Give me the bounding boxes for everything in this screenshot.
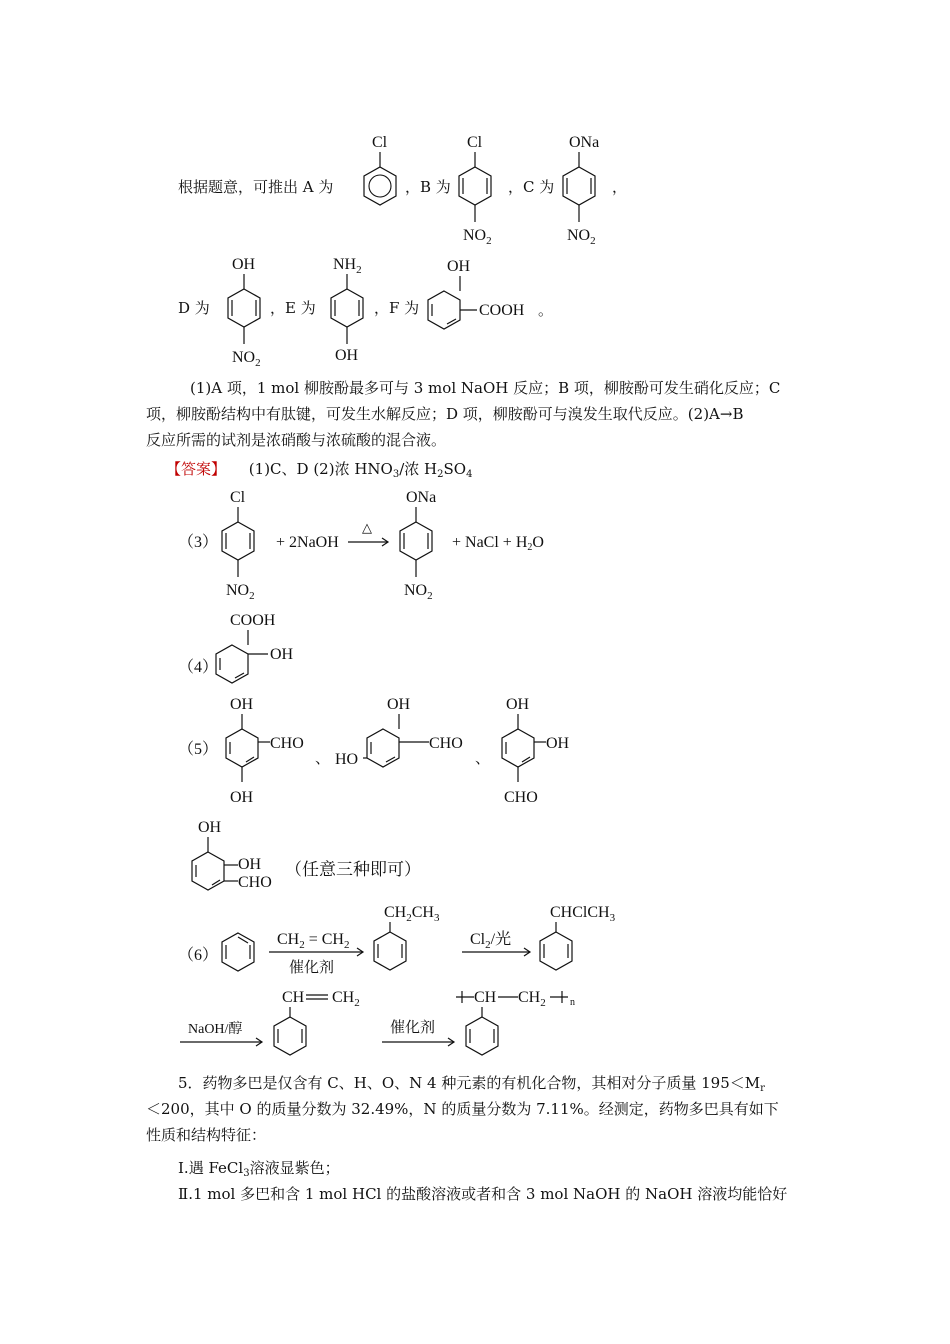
svg-text:COOH: COOH xyxy=(230,612,276,629)
svg-text:Cl2/光: $Cl_2/$光 xyxy=(470,931,512,951)
svg-text:CH2 = CH2: $CH_2 = CH_2$ xyxy=(277,931,350,951)
q6-benzene xyxy=(218,932,258,972)
q3-heat-arrow xyxy=(346,520,391,550)
q3-products: + NaCl + H2O xyxy=(452,534,544,553)
svg-text:OH: OH xyxy=(387,696,411,713)
svg-text:CHO: CHO xyxy=(238,874,272,891)
answer-part1: (1)C、D (2)浓 HNO xyxy=(248,460,393,478)
f-label: ，F 为 xyxy=(374,299,420,317)
q6-polystyrene xyxy=(452,985,592,1060)
cl-label: Cl xyxy=(372,134,388,151)
svg-text:ONa: ONa xyxy=(406,489,437,506)
svg-text:CH2: $CH_2$ xyxy=(332,989,360,1009)
svg-text:CHO: CHO xyxy=(270,735,304,752)
svg-text:CHClCH3: CHClCH$_3$ xyxy=(550,904,616,924)
svg-text:△: △ xyxy=(362,520,372,535)
q6-number: （6） xyxy=(178,947,219,964)
svg-text:CH2: $CH_2$ xyxy=(518,989,546,1009)
svg-text:NO2: $NO_2$ xyxy=(232,349,261,369)
svg-text:NH2: $NH_2$ xyxy=(333,256,362,276)
svg-text:催化剂: 催化剂 xyxy=(289,960,335,976)
structure-f-salicylic-acid xyxy=(425,254,545,334)
b-label: ，B 为 xyxy=(405,178,451,196)
q6-arrow-3 xyxy=(178,1020,268,1050)
oh-label: OH xyxy=(335,347,359,364)
explanation-line2: 项，柳胺酚结构中有肽键，可发生水解反应；D 项，柳胺酚可与溴发生取代反应。(2)A→B xyxy=(146,405,744,423)
q6-styrene xyxy=(268,985,378,1060)
q5-isomer-1 xyxy=(210,692,320,807)
q5-isomer-4 xyxy=(180,815,290,895)
svg-text:NO2: $NO_2$ xyxy=(567,227,596,247)
problem5-line2: ＜200，其中 O 的质量分数为 32.49%，N 的质量分数为 7.11%。经测定，药物多巴具有如下 xyxy=(146,1100,779,1118)
q5-number: （5） xyxy=(178,741,219,758)
q6-chloroethylbenzene xyxy=(536,900,636,975)
svg-text:NaOH/醇: NaOH/醇 xyxy=(188,1022,243,1037)
svg-text:n: n xyxy=(570,997,575,1008)
q5-isomer-2 xyxy=(335,692,475,777)
svg-text:催化剂: 催化剂 xyxy=(390,1020,436,1036)
q3-reactant-structure xyxy=(208,485,278,600)
svg-text:CH: CH xyxy=(282,989,305,1006)
q3-product-structure xyxy=(388,485,458,600)
deduction-intro: 根据题意，可推出 A 为 xyxy=(178,178,334,196)
q5-sep2: 、 xyxy=(475,749,491,767)
svg-text:OH: OH xyxy=(230,789,254,806)
oh-label: OH xyxy=(232,256,256,273)
svg-text:Cl: Cl xyxy=(230,489,246,506)
q6-arrow-1 xyxy=(267,928,367,978)
cl-label: Cl xyxy=(467,134,483,151)
q6-ethylbenzene xyxy=(370,900,460,975)
q5-note: （任意三种即可） xyxy=(285,860,421,880)
problem5-line1: 5．药物多巴是仅含有 C、H、O、N 4 种元素的有机化合物，其相对分子质量 $195<M_r$ xyxy=(178,1074,765,1094)
svg-text:OH: OH xyxy=(270,646,294,663)
q6-arrow-4 xyxy=(380,1018,460,1048)
q6-arrow-2 xyxy=(460,928,535,963)
svg-text:CHO: CHO xyxy=(429,735,463,752)
svg-text:CHO: CHO xyxy=(504,789,538,806)
structure-a-chlorobenzene xyxy=(355,130,415,220)
q3-number: （3） xyxy=(178,534,219,551)
oh-label: OH xyxy=(447,258,471,275)
ona-label: ONa xyxy=(569,134,600,151)
q5-isomer-3 xyxy=(490,692,590,807)
svg-text:CH: CH xyxy=(474,989,497,1006)
e-label: ，E 为 xyxy=(270,299,316,317)
comma: ， xyxy=(612,178,628,196)
problem5-item-ii: Ⅱ.1 mol 多巴和含 1 mol HCl 的盐酸溶液或者和含 3 mol NaOH 的 NaOH 溶液均能恰好 xyxy=(178,1185,788,1203)
svg-text:OH: OH xyxy=(198,819,222,836)
q4-number: （4） xyxy=(178,659,219,676)
svg-text:OH: OH xyxy=(238,856,262,873)
c-label: ，C 为 xyxy=(508,178,555,196)
svg-text:NO2: $NO_2$ xyxy=(226,582,255,602)
explanation-line3: 反应所需的试剂是浓硝酸与浓硫酸的混合液。 xyxy=(146,431,447,449)
q4-salicylic-acid-structure xyxy=(210,608,310,693)
answer-row: 【答案】 (1)C、D (2)浓 $HNO_3/$浓 $H_2SO_4$ xyxy=(166,460,473,480)
explanation-line1: (1)A 项，1 mol 柳胺酚最多可与 3 mol NaOH 反应；B 项，柳胺酚可发生硝化反应；C xyxy=(190,379,781,397)
q5-sep1: 、 xyxy=(315,749,331,767)
period: 。 xyxy=(538,301,554,319)
cooh-label: COOH xyxy=(479,302,525,319)
svg-text:HO: HO xyxy=(335,751,359,768)
d-label: D 为 xyxy=(178,299,210,317)
svg-text:CH2CH3: $CH_2CH_3$ xyxy=(384,904,440,924)
q3-reagent: + 2NaOH xyxy=(276,534,339,551)
problem5-line3: 性质和结构特征： xyxy=(146,1126,267,1144)
answer-tag: 【答案】 xyxy=(166,460,227,478)
svg-text:OH: OH xyxy=(506,696,530,713)
svg-text:OH: OH xyxy=(546,735,570,752)
svg-text:OH: OH xyxy=(230,696,254,713)
svg-text:NO2: $NO_2$ xyxy=(463,227,492,247)
svg-text:NO2: $NO_2$ xyxy=(404,582,433,602)
problem5-item-i: Ⅰ.遇 FeCl$_3$溶液显紫色； xyxy=(178,1159,340,1179)
